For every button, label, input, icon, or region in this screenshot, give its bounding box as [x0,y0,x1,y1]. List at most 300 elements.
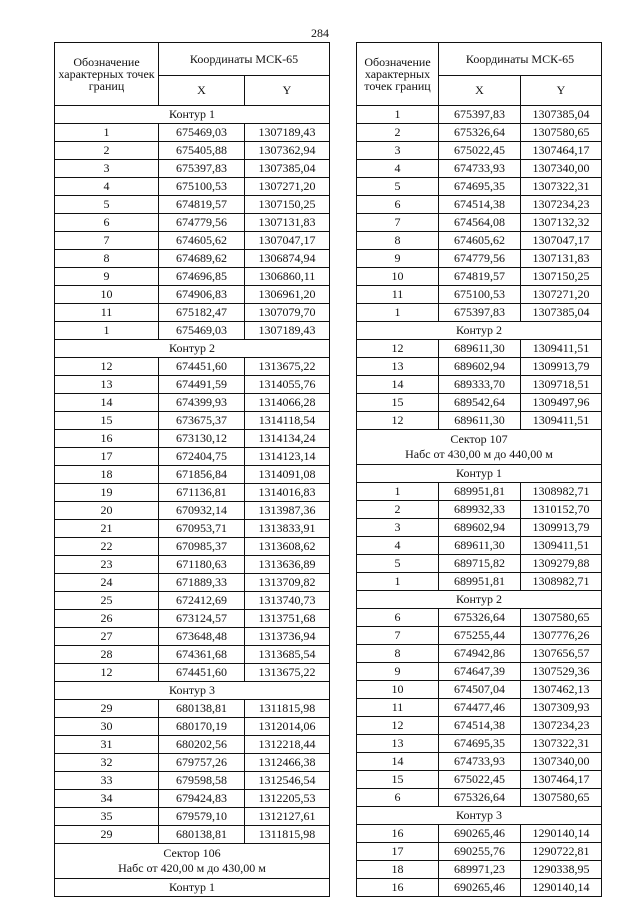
point-cell: 17 [55,448,159,466]
y-cell: 1309411,51 [521,340,602,358]
table-row [357,717,602,735]
sector-header-row [357,430,602,465]
y-cell: 1307340,00 [521,753,602,771]
point-cell: 12 [357,340,439,358]
point-cell: 12 [357,412,439,430]
contour-label: Контур 3 [55,682,330,700]
y-cell: 1307150,25 [521,268,602,286]
table-row [357,142,602,160]
y-cell: 1307131,83 [245,214,330,232]
x-cell: 670953,71 [159,520,245,538]
table-row [357,286,602,304]
point-cell: 3 [55,160,159,178]
header-point-designation: Обозначение характерных точек границ [357,43,439,106]
y-cell: 1314134,24 [245,430,330,448]
y-cell: 1313675,22 [245,358,330,376]
point-cell: 11 [357,699,439,717]
x-cell: 675100,53 [439,286,521,304]
point-cell: 23 [55,556,159,574]
table-row [55,376,330,394]
x-cell: 690255,76 [439,843,521,861]
point-cell: 16 [55,430,159,448]
y-cell: 1310152,70 [521,501,602,519]
x-cell: 673130,12 [159,430,245,448]
table-row [55,466,330,484]
point-cell: 1 [357,483,439,501]
table-row [357,663,602,681]
x-cell: 680202,56 [159,736,245,754]
table-row [55,160,330,178]
point-cell: 17 [357,843,439,861]
point-cell: 33 [55,772,159,790]
point-cell: 24 [55,574,159,592]
x-cell: 689932,33 [439,501,521,519]
table-row [357,340,602,358]
contour-header-row [55,879,330,897]
table-row [55,628,330,646]
x-cell: 689951,81 [439,483,521,501]
table-row [55,178,330,196]
y-cell: 1314055,76 [245,376,330,394]
y-cell: 1309497,96 [521,394,602,412]
y-cell: 1313736,94 [245,628,330,646]
x-cell: 675100,53 [159,178,245,196]
y-cell: 1308982,71 [521,573,602,591]
x-cell: 674647,39 [439,663,521,681]
x-cell: 674733,93 [439,160,521,178]
point-cell: 6 [357,609,439,627]
contour-header-row [357,465,602,483]
point-cell: 6 [357,789,439,807]
y-cell: 1307131,83 [521,250,602,268]
point-cell: 14 [55,394,159,412]
x-cell: 675255,44 [439,627,521,645]
point-cell: 34 [55,790,159,808]
y-cell: 1307580,65 [521,609,602,627]
point-cell: 14 [357,376,439,394]
y-cell: 1307362,94 [245,142,330,160]
x-cell: 674779,56 [159,214,245,232]
point-cell: 15 [357,394,439,412]
table-row [357,376,602,394]
point-cell: 2 [357,501,439,519]
table-row [55,610,330,628]
y-cell: 1313675,22 [245,664,330,682]
y-cell: 1307234,23 [521,196,602,214]
table-body-left [55,106,330,897]
sector-height-range: Набс от 420,00 м до 430,00 м [118,861,266,875]
coordinates-table-left [54,42,330,897]
table-row [357,106,602,124]
x-cell: 675397,83 [159,160,245,178]
table-body-right [357,106,602,897]
x-cell: 673648,48 [159,628,245,646]
point-cell: 5 [55,196,159,214]
x-cell: 689611,30 [439,412,521,430]
table-row [55,520,330,538]
table-row [55,412,330,430]
table-row [357,735,602,753]
x-cell: 679757,26 [159,754,245,772]
point-cell: 1 [55,124,159,142]
y-cell: 1313740,73 [245,592,330,610]
contour-label: Контур 1 [55,879,330,897]
table-row [357,573,602,591]
contour-header-row [55,682,330,700]
y-cell: 1311815,98 [245,700,330,718]
table-row [357,789,602,807]
contour-label: Контур 2 [357,591,602,609]
x-cell: 675405,88 [159,142,245,160]
x-cell: 671136,81 [159,484,245,502]
x-cell: 689715,82 [439,555,521,573]
table-row [357,304,602,322]
x-cell: 674451,60 [159,664,245,682]
table-row [55,574,330,592]
x-cell: 675326,64 [439,609,521,627]
contour-header-row [55,340,330,358]
contour-label: Контур 2 [55,340,330,358]
point-cell: 26 [55,610,159,628]
point-cell: 12 [55,664,159,682]
sector-title: Сектор 107 [450,432,508,446]
sector-label [55,844,330,879]
point-cell: 13 [55,376,159,394]
table-row [55,448,330,466]
y-cell: 1307322,31 [521,178,602,196]
table-row [55,268,330,286]
point-cell: 5 [357,178,439,196]
table-row [55,250,330,268]
table-row [357,196,602,214]
point-cell: 6 [357,196,439,214]
y-cell: 1306961,20 [245,286,330,304]
point-cell: 20 [55,502,159,520]
contour-label: Контур 2 [357,322,602,340]
x-cell: 689602,94 [439,519,521,537]
table-row [357,645,602,663]
x-cell: 674451,60 [159,358,245,376]
point-cell: 3 [357,142,439,160]
table-row [357,232,602,250]
point-cell: 13 [357,735,439,753]
point-cell: 28 [55,646,159,664]
table-row [357,358,602,376]
contour-header-row [55,106,330,124]
table-row [357,843,602,861]
x-cell: 689611,30 [439,537,521,555]
y-cell: 1309411,51 [521,412,602,430]
table-row [357,124,602,142]
y-cell: 1312127,61 [245,808,330,826]
point-cell: 3 [357,519,439,537]
table-row [55,124,330,142]
point-cell: 11 [55,304,159,322]
x-cell: 689542,64 [439,394,521,412]
x-cell: 689971,23 [439,861,521,879]
table-row [55,700,330,718]
y-cell: 1307464,17 [521,771,602,789]
header-coordinates: Координаты МСК-65 [439,43,602,76]
table-row [55,304,330,322]
x-cell: 689602,94 [439,358,521,376]
y-cell: 1313751,68 [245,610,330,628]
header-x: X [159,76,245,106]
y-cell: 1309913,79 [521,519,602,537]
table-row [55,556,330,574]
table-row [357,178,602,196]
x-cell: 672412,69 [159,592,245,610]
y-cell: 1307047,17 [245,232,330,250]
x-cell: 672404,75 [159,448,245,466]
x-cell: 690265,46 [439,825,521,843]
y-cell: 1313709,82 [245,574,330,592]
point-cell: 7 [357,627,439,645]
table-row [55,772,330,790]
point-cell: 16 [357,825,439,843]
table-row [357,483,602,501]
point-cell: 1 [55,322,159,340]
contour-header-row [357,807,602,825]
x-cell: 689611,30 [439,340,521,358]
y-cell: 1309718,51 [521,376,602,394]
table-row [357,555,602,573]
x-cell: 674696,85 [159,268,245,286]
x-cell: 674605,62 [439,232,521,250]
y-cell: 1307189,43 [245,124,330,142]
y-cell: 1309913,79 [521,358,602,376]
x-cell: 673675,37 [159,412,245,430]
y-cell: 1290140,14 [521,825,602,843]
coordinates-table-right [356,42,602,897]
point-cell: 4 [357,537,439,555]
point-cell: 12 [357,717,439,735]
table-row [357,699,602,717]
point-cell: 5 [357,555,439,573]
point-cell: 22 [55,538,159,556]
table-row [357,627,602,645]
y-cell: 1307385,04 [521,304,602,322]
y-cell: 1307322,31 [521,735,602,753]
point-cell: 9 [55,268,159,286]
point-cell: 16 [357,879,439,897]
x-cell: 690265,46 [439,879,521,897]
y-cell: 1307271,20 [245,178,330,196]
point-cell: 2 [55,142,159,160]
y-cell: 1290140,14 [521,879,602,897]
contour-label: Контур 3 [357,807,602,825]
x-cell: 674514,38 [439,196,521,214]
point-cell: 19 [55,484,159,502]
point-cell: 18 [55,466,159,484]
y-cell: 1307385,04 [245,160,330,178]
y-cell: 1290722,81 [521,843,602,861]
y-cell: 1306860,11 [245,268,330,286]
sector-title: Сектор 106 [163,846,221,860]
table-row [55,196,330,214]
y-cell: 1312205,53 [245,790,330,808]
point-cell: 21 [55,520,159,538]
x-cell: 675326,64 [439,124,521,142]
point-cell: 11 [357,286,439,304]
x-cell: 674819,57 [159,196,245,214]
point-cell: 8 [357,232,439,250]
point-cell: 29 [55,700,159,718]
table-row [55,538,330,556]
sector-header-row [55,844,330,879]
table-row [55,232,330,250]
x-cell: 674564,08 [439,214,521,232]
point-cell: 7 [357,214,439,232]
y-cell: 1307580,65 [521,124,602,142]
table-row [55,430,330,448]
x-cell: 680138,81 [159,700,245,718]
contour-header-row [357,322,602,340]
y-cell: 1314118,54 [245,412,330,430]
x-cell: 675326,64 [439,789,521,807]
x-cell: 670985,37 [159,538,245,556]
point-cell: 12 [55,358,159,376]
table-row [357,861,602,879]
x-cell: 679579,10 [159,808,245,826]
x-cell: 675397,83 [439,304,521,322]
point-cell: 25 [55,592,159,610]
x-cell: 679424,83 [159,790,245,808]
y-cell: 1314091,08 [245,466,330,484]
y-cell: 1314123,14 [245,448,330,466]
sector-height-range: Набс от 430,00 м до 440,00 м [405,447,553,461]
header-x: X [439,76,521,106]
point-cell: 10 [357,268,439,286]
point-cell: 2 [357,124,439,142]
table-row [357,394,602,412]
header-y: Y [245,76,330,106]
x-cell: 674819,57 [439,268,521,286]
point-cell: 4 [357,160,439,178]
x-cell: 674689,62 [159,250,245,268]
table-row [55,322,330,340]
y-cell: 1307580,65 [521,789,602,807]
table-row [357,250,602,268]
table-row [357,519,602,537]
table-row [55,664,330,682]
y-cell: 1314016,83 [245,484,330,502]
y-cell: 1307047,17 [521,232,602,250]
point-cell: 14 [357,753,439,771]
table-row [55,646,330,664]
point-cell: 27 [55,628,159,646]
x-cell: 674605,62 [159,232,245,250]
y-cell: 1309279,88 [521,555,602,573]
x-cell: 679598,58 [159,772,245,790]
x-cell: 689951,81 [439,573,521,591]
y-cell: 1308982,71 [521,483,602,501]
table-row [357,879,602,897]
point-cell: 8 [357,645,439,663]
y-cell: 1307132,32 [521,214,602,232]
contour-label: Контур 1 [55,106,330,124]
x-cell: 675469,03 [159,124,245,142]
x-cell: 675022,45 [439,142,521,160]
x-cell: 670932,14 [159,502,245,520]
y-cell: 1290338,95 [521,861,602,879]
x-cell: 680170,19 [159,718,245,736]
point-cell: 7 [55,232,159,250]
header-point-designation: Обозначение характерных точек границ [55,43,159,106]
point-cell: 15 [55,412,159,430]
point-cell: 15 [357,771,439,789]
point-cell: 35 [55,808,159,826]
table-row [55,592,330,610]
y-cell: 1312218,44 [245,736,330,754]
x-cell: 674507,04 [439,681,521,699]
x-cell: 673124,57 [159,610,245,628]
table-row [357,214,602,232]
table-row [55,358,330,376]
point-cell: 29 [55,826,159,844]
y-cell: 1307656,57 [521,645,602,663]
x-cell: 674399,93 [159,394,245,412]
point-cell: 9 [357,250,439,268]
table-row [357,412,602,430]
x-cell: 671180,63 [159,556,245,574]
table-row [55,142,330,160]
table-row [357,681,602,699]
x-cell: 674477,46 [439,699,521,717]
y-cell: 1307079,70 [245,304,330,322]
point-cell: 13 [357,358,439,376]
y-cell: 1307464,17 [521,142,602,160]
point-cell: 18 [357,861,439,879]
y-cell: 1312466,38 [245,754,330,772]
y-cell: 1309411,51 [521,537,602,555]
table-row [357,609,602,627]
x-cell: 671856,84 [159,466,245,484]
y-cell: 1313833,91 [245,520,330,538]
y-cell: 1307462,13 [521,681,602,699]
table-row [55,214,330,232]
table-row [357,501,602,519]
table-row [55,286,330,304]
table-row [357,160,602,178]
table-row [55,754,330,772]
y-cell: 1313685,54 [245,646,330,664]
table-row [55,808,330,826]
x-cell: 674942,86 [439,645,521,663]
point-cell: 1 [357,304,439,322]
x-cell: 674695,35 [439,735,521,753]
y-cell: 1307309,93 [521,699,602,717]
page-number: 284 [311,26,329,40]
point-cell: 10 [357,681,439,699]
sector-label [357,430,602,465]
x-cell: 671889,33 [159,574,245,592]
y-cell: 1307150,25 [245,196,330,214]
point-cell: 9 [357,663,439,681]
point-cell: 8 [55,250,159,268]
y-cell: 1307776,26 [521,627,602,645]
y-cell: 1312546,54 [245,772,330,790]
point-cell: 1 [357,573,439,591]
point-cell: 1 [357,106,439,124]
table-row [55,736,330,754]
y-cell: 1313608,62 [245,538,330,556]
x-cell: 674733,93 [439,753,521,771]
y-cell: 1307385,04 [521,106,602,124]
contour-header-row [357,591,602,609]
y-cell: 1307189,43 [245,322,330,340]
table-row [357,825,602,843]
